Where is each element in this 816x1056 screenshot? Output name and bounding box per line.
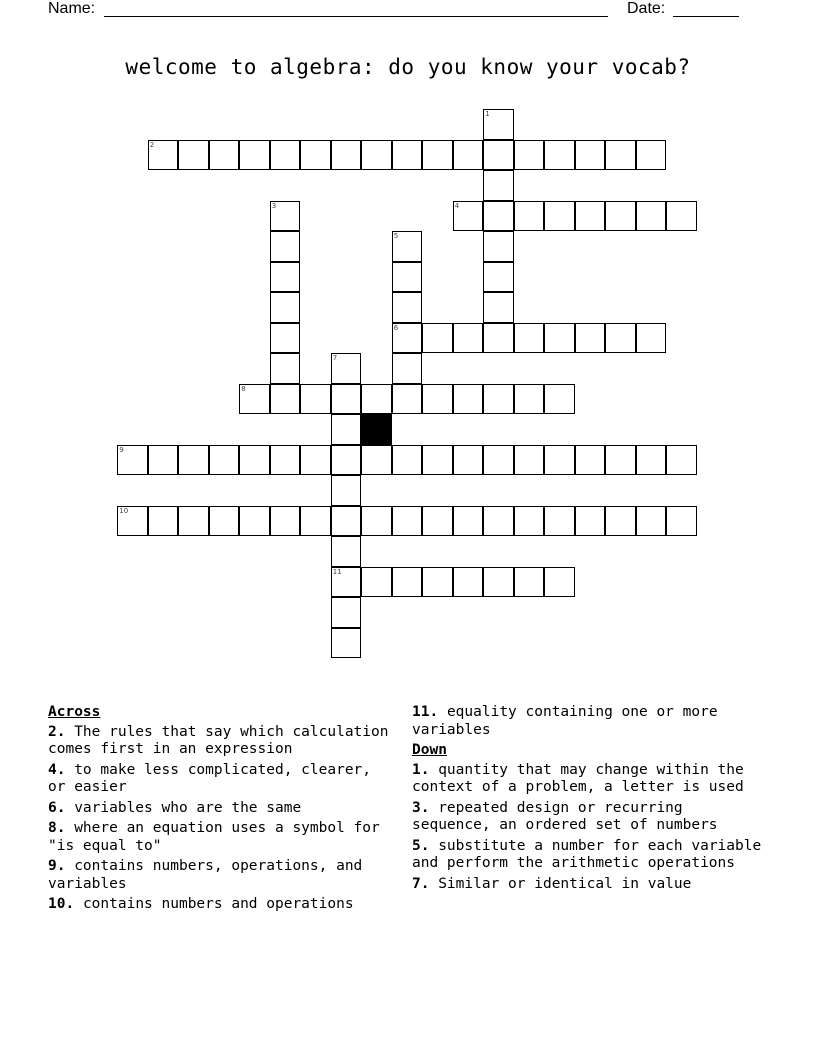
grid-cell[interactable]: [514, 567, 545, 598]
clue-number: 5.: [412, 837, 430, 854]
grid-cell[interactable]: [422, 445, 453, 476]
clues-column-right: [412, 704, 762, 896]
clue-down-7: [412, 876, 762, 894]
grid-cell[interactable]: [148, 445, 179, 476]
grid-cell[interactable]: [666, 506, 697, 537]
clue-text: repeated design or recurring sequence, an ordered set of numbers: [412, 799, 718, 833]
grid-cell[interactable]: [392, 353, 423, 384]
cell-number: 6: [393, 323, 399, 332]
grid-cell[interactable]: [270, 445, 301, 476]
grid-cell[interactable]: [514, 140, 545, 171]
clue-text: variables who are the same: [74, 799, 302, 816]
grid-cell[interactable]: [575, 445, 606, 476]
clues-column-left: [48, 704, 393, 917]
grid-cell[interactable]: [636, 323, 667, 354]
grid-cell[interactable]: [422, 567, 453, 598]
grid-cell[interactable]: [544, 506, 575, 537]
grid-cell[interactable]: [117, 445, 148, 476]
grid-cell[interactable]: [453, 140, 484, 171]
clue-across-4: [48, 762, 393, 797]
grid-cell[interactable]: [331, 506, 362, 537]
grid-cell[interactable]: [605, 323, 636, 354]
cell-number: 2: [149, 140, 155, 149]
grid-cell[interactable]: [453, 506, 484, 537]
grid-cell[interactable]: [209, 445, 240, 476]
grid-cell[interactable]: [239, 445, 270, 476]
clue-across-8: [48, 820, 393, 855]
grid-cell[interactable]: [453, 323, 484, 354]
grid-cell[interactable]: [392, 262, 423, 293]
clue-number: 6.: [48, 799, 66, 816]
clue-across-2: [48, 724, 393, 759]
grid-cell[interactable]: [392, 567, 423, 598]
grid-cell[interactable]: [483, 506, 514, 537]
grid-cell[interactable]: [483, 567, 514, 598]
grid-cell[interactable]: [544, 445, 575, 476]
clue-down-1: [412, 762, 762, 797]
grid-cell[interactable]: [575, 140, 606, 171]
grid-cell[interactable]: [483, 140, 514, 171]
grid-cell[interactable]: [514, 323, 545, 354]
grid-cell[interactable]: [270, 231, 301, 262]
clue-text: to make less complicated, clearer, or easier: [48, 761, 372, 795]
grid-cell[interactable]: [575, 201, 606, 232]
clue-text: contains numbers, operations, and variables: [48, 858, 363, 892]
clue-text: The rules that say which calculation comes first in an expression: [48, 723, 389, 757]
grid-cell[interactable]: [148, 140, 179, 171]
grid-cell[interactable]: [331, 536, 362, 567]
clue-number: 2.: [48, 723, 66, 740]
clue-text: where an equation uses a symbol for "is equal to": [48, 820, 380, 854]
grid-cell[interactable]: [514, 445, 545, 476]
grid-cell[interactable]: [178, 445, 209, 476]
grid-cell[interactable]: [300, 140, 331, 171]
grid-cell[interactable]: [117, 506, 148, 537]
grid-cell[interactable]: [178, 506, 209, 537]
grid-cell[interactable]: [636, 506, 667, 537]
clue-text: substitute a number for each variable and perform the arithmetic operations: [412, 837, 762, 871]
grid-cell[interactable]: [483, 109, 514, 140]
cell-number: 10: [119, 506, 129, 515]
grid-cell[interactable]: [270, 323, 301, 354]
grid-cell[interactable]: [178, 140, 209, 171]
grid-cell[interactable]: [483, 292, 514, 323]
grid-cell[interactable]: [514, 201, 545, 232]
grid-cell[interactable]: [392, 231, 423, 262]
cell-number: 4: [454, 201, 460, 210]
grid-cell[interactable]: [361, 384, 392, 415]
clue-number: 9.: [48, 858, 66, 874]
grid-cell[interactable]: [361, 506, 392, 537]
grid-cell[interactable]: [300, 506, 331, 537]
grid-cell[interactable]: [239, 506, 270, 537]
cell-number: 11: [332, 567, 342, 576]
grid-cell[interactable]: [361, 567, 392, 598]
clue-across-10: [48, 896, 393, 914]
cell-number: 7: [332, 354, 338, 363]
grid-cell[interactable]: [483, 445, 514, 476]
grid-cell[interactable]: [483, 201, 514, 232]
grid-cell[interactable]: [209, 140, 240, 171]
grid-cell[interactable]: [453, 384, 484, 415]
grid-cell[interactable]: [331, 628, 362, 659]
grid-cell[interactable]: [514, 384, 545, 415]
grid-cell[interactable]: [331, 475, 362, 506]
grid-cell[interactable]: [636, 445, 667, 476]
clue-across-11: [412, 704, 762, 739]
grid-cell[interactable]: [483, 384, 514, 415]
grid-cell[interactable]: [605, 445, 636, 476]
grid-cell[interactable]: [361, 140, 392, 171]
grid-cell[interactable]: [392, 384, 423, 415]
grid-cell[interactable]: [666, 445, 697, 476]
grid-cell[interactable]: [361, 445, 392, 476]
clue-down-5: [412, 838, 762, 873]
grid-cell[interactable]: [453, 445, 484, 476]
grid-cell[interactable]: [392, 445, 423, 476]
grid-cell[interactable]: [331, 445, 362, 476]
grid-cell[interactable]: [422, 323, 453, 354]
grid-cell[interactable]: [270, 292, 301, 323]
puzzle-title: welcome to algebra: do you know your vocab?: [125, 55, 691, 79]
clue-number: 3.: [412, 799, 430, 816]
grid-cell[interactable]: [270, 384, 301, 415]
clue-down-3: [412, 800, 762, 835]
grid-cell[interactable]: [636, 140, 667, 171]
grid-cell[interactable]: [239, 384, 270, 415]
grid-cell[interactable]: [422, 384, 453, 415]
grid-cell[interactable]: [544, 201, 575, 232]
clue-number: 7.: [412, 875, 430, 892]
grid-cell[interactable]: [331, 384, 362, 415]
grid-cell[interactable]: [331, 140, 362, 171]
date-label: Date:: [627, 0, 666, 17]
grid-cell[interactable]: [392, 506, 423, 537]
clue-text: equality containing one or more variables: [412, 704, 718, 738]
grid-cell[interactable]: [392, 140, 423, 171]
grid-cell[interactable]: [331, 414, 362, 445]
grid-cell[interactable]: [544, 140, 575, 171]
clue-text: contains numbers and operations: [82, 896, 354, 912]
grid-cell[interactable]: [453, 567, 484, 598]
grid-cell[interactable]: [392, 323, 423, 354]
cell-number: 1: [485, 110, 490, 119]
grid-cell[interactable]: [544, 567, 575, 598]
grid-cell[interactable]: [605, 201, 636, 232]
grid-cell[interactable]: [422, 140, 453, 171]
clue-text: Similar or identical in value: [438, 875, 692, 892]
grid-cell[interactable]: [148, 506, 179, 537]
clue-text: quantity that may change within the context of a problem, a letter is used: [412, 761, 744, 795]
grid-cell[interactable]: [514, 506, 545, 537]
grid-cell[interactable]: [270, 262, 301, 293]
grid-cell[interactable]: [270, 201, 301, 232]
grid-cell[interactable]: [483, 170, 514, 201]
grid-cell[interactable]: [483, 231, 514, 262]
grid-cell[interactable]: [239, 140, 270, 171]
grid-cell[interactable]: [300, 384, 331, 415]
grid-cell[interactable]: [544, 384, 575, 415]
grid-cell[interactable]: [270, 140, 301, 171]
grid-cell[interactable]: [270, 353, 301, 384]
down-heading: Down: [412, 742, 447, 758]
grid-cell[interactable]: [209, 506, 240, 537]
grid-cell[interactable]: [331, 597, 362, 628]
grid-cell[interactable]: [575, 323, 606, 354]
cell-number: 3: [271, 201, 277, 210]
grid-cell[interactable]: [636, 201, 667, 232]
cell-number: 5: [393, 232, 399, 241]
grid-cell[interactable]: [483, 323, 514, 354]
cell-number: 9: [119, 445, 124, 454]
across-heading: Across: [48, 704, 101, 720]
grid-cell[interactable]: [544, 323, 575, 354]
clue-across-9: [48, 858, 393, 893]
clue-number: 11.: [412, 704, 439, 720]
cell-number: 8: [241, 384, 246, 393]
grid-cell[interactable]: [666, 201, 697, 232]
black-square: [361, 414, 392, 445]
grid-cell[interactable]: [331, 567, 362, 598]
clue-number: 1.: [412, 761, 430, 778]
grid-cell[interactable]: [300, 445, 331, 476]
grid-cell[interactable]: [605, 506, 636, 537]
name-label: Name:: [48, 0, 96, 17]
grid-cell[interactable]: [483, 262, 514, 293]
clue-number: 8.: [48, 820, 66, 836]
clue-across-6: [48, 800, 393, 818]
clue-number: 10.: [48, 896, 75, 912]
grid-cell[interactable]: [331, 353, 362, 384]
grid-cell[interactable]: [422, 506, 453, 537]
grid-cell[interactable]: [270, 506, 301, 537]
clue-number: 4.: [48, 761, 66, 778]
grid-cell[interactable]: [392, 292, 423, 323]
grid-cell[interactable]: [453, 201, 484, 232]
grid-cell[interactable]: [605, 140, 636, 171]
grid-cell[interactable]: [575, 506, 606, 537]
